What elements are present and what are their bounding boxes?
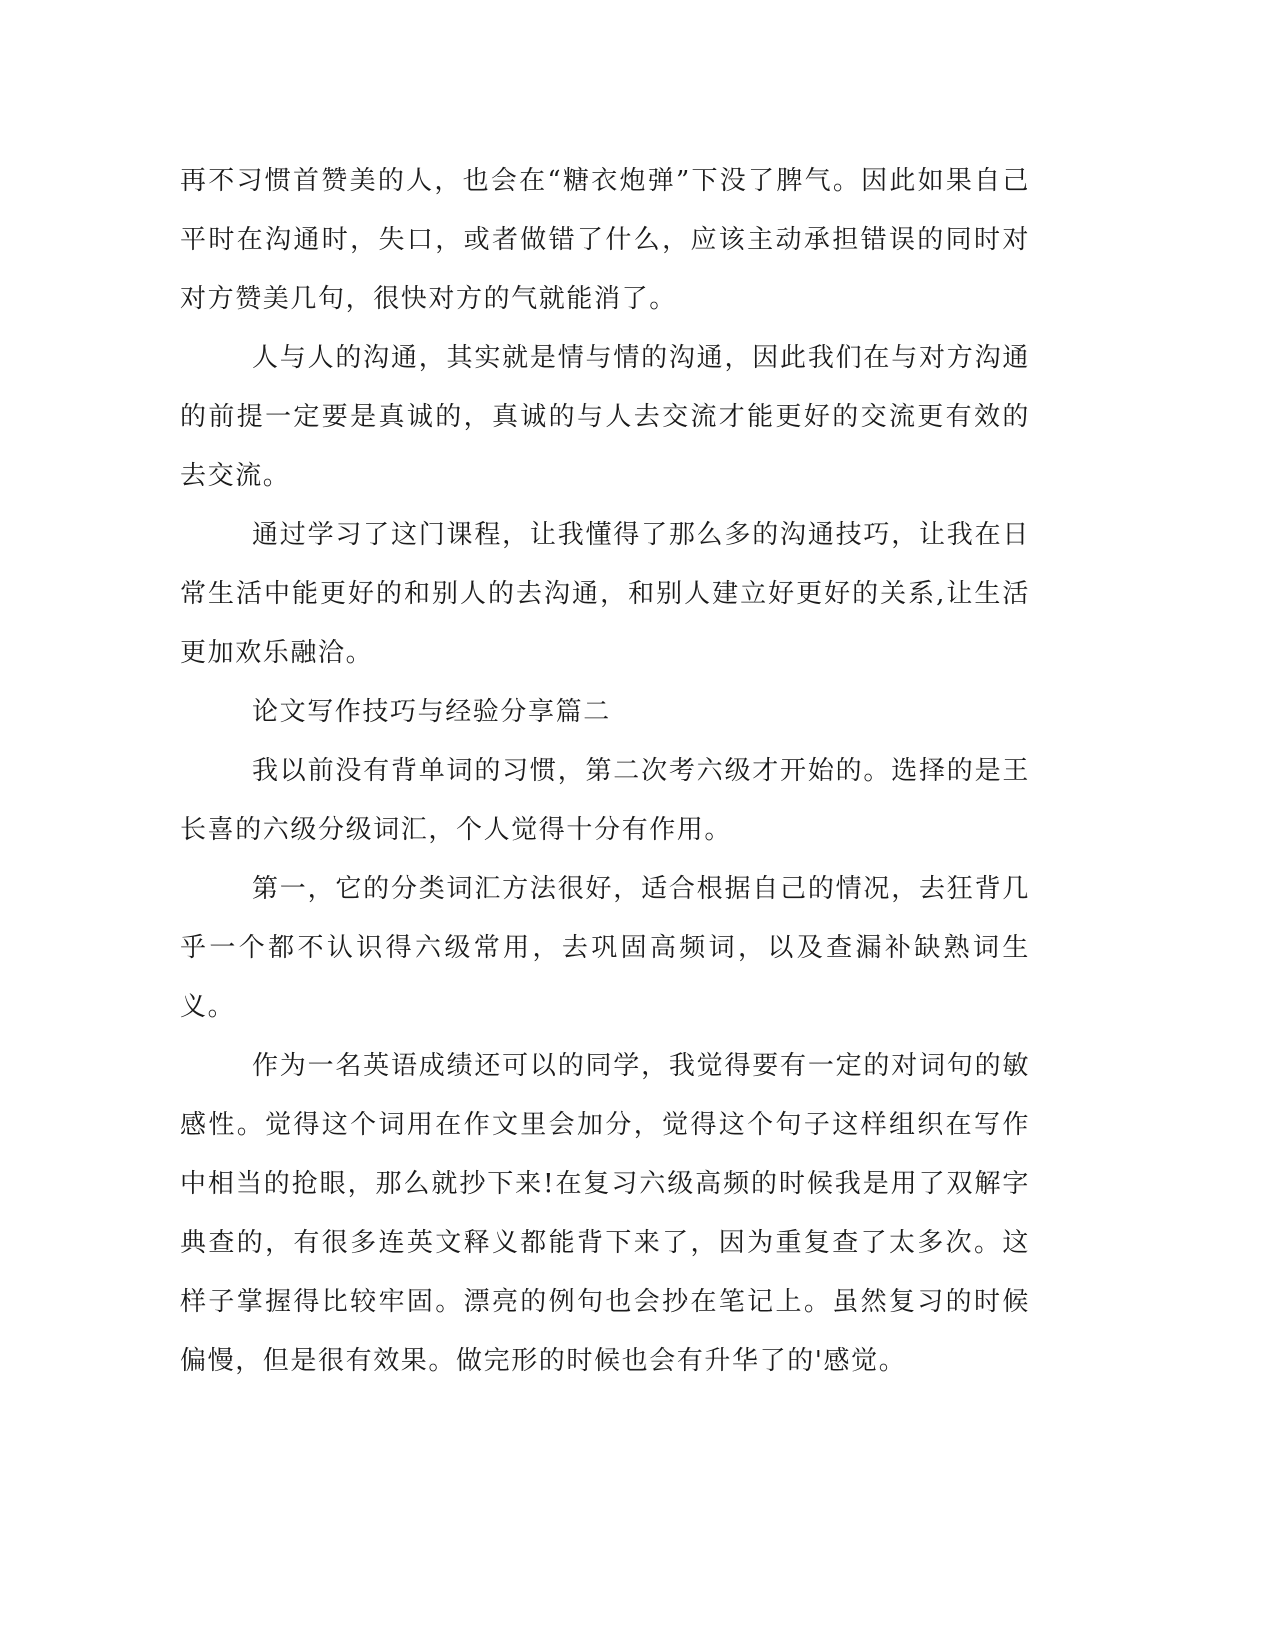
paragraph-sentence-sensitivity: 作为一名英语成绩还可以的同学，我觉得要有一定的对词句的敏感性。觉得这个词用在作文里会加分，觉得这个句子这样组织在写作中相当的抢眼，那么就抄下来!在复习六级高频的时候我是用了双解字典查的，有很多连英文释义都能背下来了，因为重复查了太多次。这样子掌握得比较牢固。漂亮的例句也会抄在笔记上。虽然复习的时候偏慢，但是很有效果。做完形的时候也会有升华了的'感觉。 bbox=[180, 1051, 1030, 1376]
paragraph-praise-apology: 再不习惯首赞美的人，也会在“糖衣炮弹”下没了脾气。因此如果自己平时在沟通时，失口，或者做错了什么，应该主动承担错误的同时对对方赞美几句，很快对方的气就能消了。 bbox=[180, 166, 1030, 314]
paragraph-sincere-communication: 人与人的沟通，其实就是情与情的沟通，因此我们在与对方沟通的前提一定要是真诚的，真诚的与人去交流才能更好的交流更有效的去交流。 bbox=[180, 343, 1030, 491]
paragraph-vocabulary-method: 第一，它的分类词汇方法很好，适合根据自己的情况，去狂背几乎一个都不认识得六级常用，去巩固高频词，以及查漏补缺熟词生义。 bbox=[180, 874, 1030, 1022]
paragraph-course-reflection: 通过学习了这门课程，让我懂得了那么多的沟通技巧，让我在日常生活中能更好的和别人的去沟通，和别人建立好更好的关系,让生活更加欢乐融洽。 bbox=[180, 520, 1030, 668]
document-body bbox=[180, 152, 1030, 1391]
section-heading: 论文写作技巧与经验分享篇二 bbox=[252, 697, 611, 727]
paragraph-vocabulary-habit: 我以前没有背单词的习惯，第二次考六级才开始的。选择的是王长喜的六级分级词汇，个人觉得十分有作用。 bbox=[180, 756, 1030, 845]
